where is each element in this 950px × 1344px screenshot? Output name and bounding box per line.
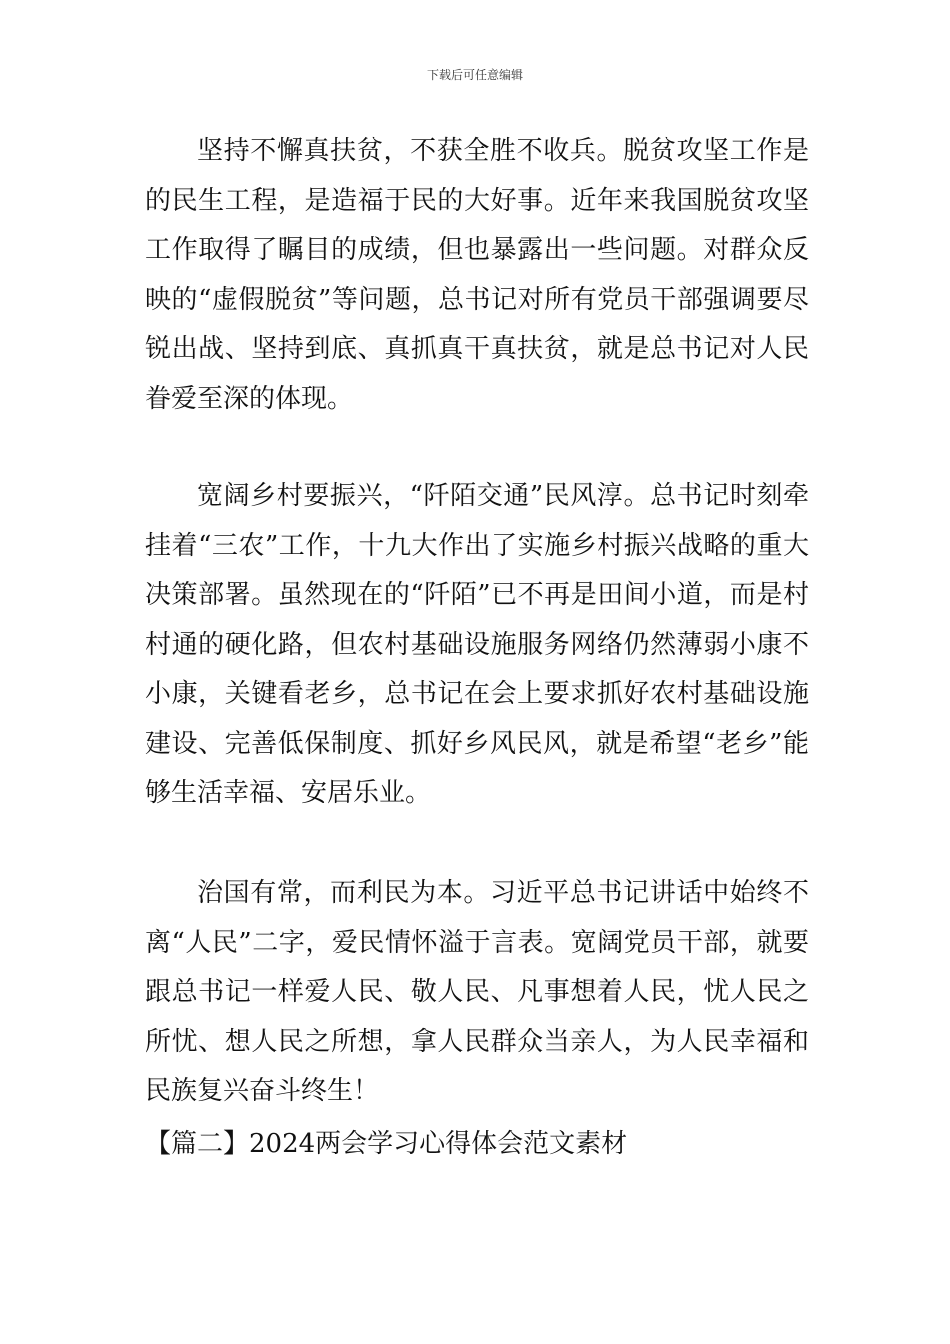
section-heading: 【篇二】2024两会学习心得体会范文素材 [145, 1129, 628, 1159]
page-header: 下载后可任意编辑 [426, 68, 523, 82]
paragraph-rural-revitalization: 宽阔乡村要振兴，“阡陌交通”民风淳。总书记时刻牵挂着“三农”工作，十九大作出了实施乡村振兴战略的重大决策部署。虽然现在的“阡陌”已不再是田间小道，而是村村通的硬化路，但农村基础设施服务网络仍然薄弱小康不小康，关键看老乡，总书记在会上要求抓好农村基础设施建设、完善低保制度、抓好乡风民风，就是希望“老乡”能够生活幸福、安居乐业。 [145, 481, 809, 808]
paragraph-people-centered: 治国有常，而利民为本。习近平总书记讲话中始终不离“人民”二字，爱民情怀溢于言表。宽阔党员干部，就要跟总书记一样爱人民、敬人民、凡事想着人民，忧人民之所忧、想人民之所想，拿人民群众当亲人，为人民幸福和民族复兴奋斗终生！ [145, 878, 809, 1106]
paragraph-poverty-alleviation: 坚持不懈真扶贫，不获全胜不收兵。脱贫攻坚工作是的民生工程，是造福于民的大好事。近年来我国脱贫攻坚工作取得了瞩目的成绩，但也暴露出一些问题。对群众反映的“虚假脱贫”等问题，总书记对所有党员干部强调要尽锐出战、坚持到底、真抓真干真扶贫，就是总书记对人民眷爱至深的体现。 [145, 136, 809, 414]
